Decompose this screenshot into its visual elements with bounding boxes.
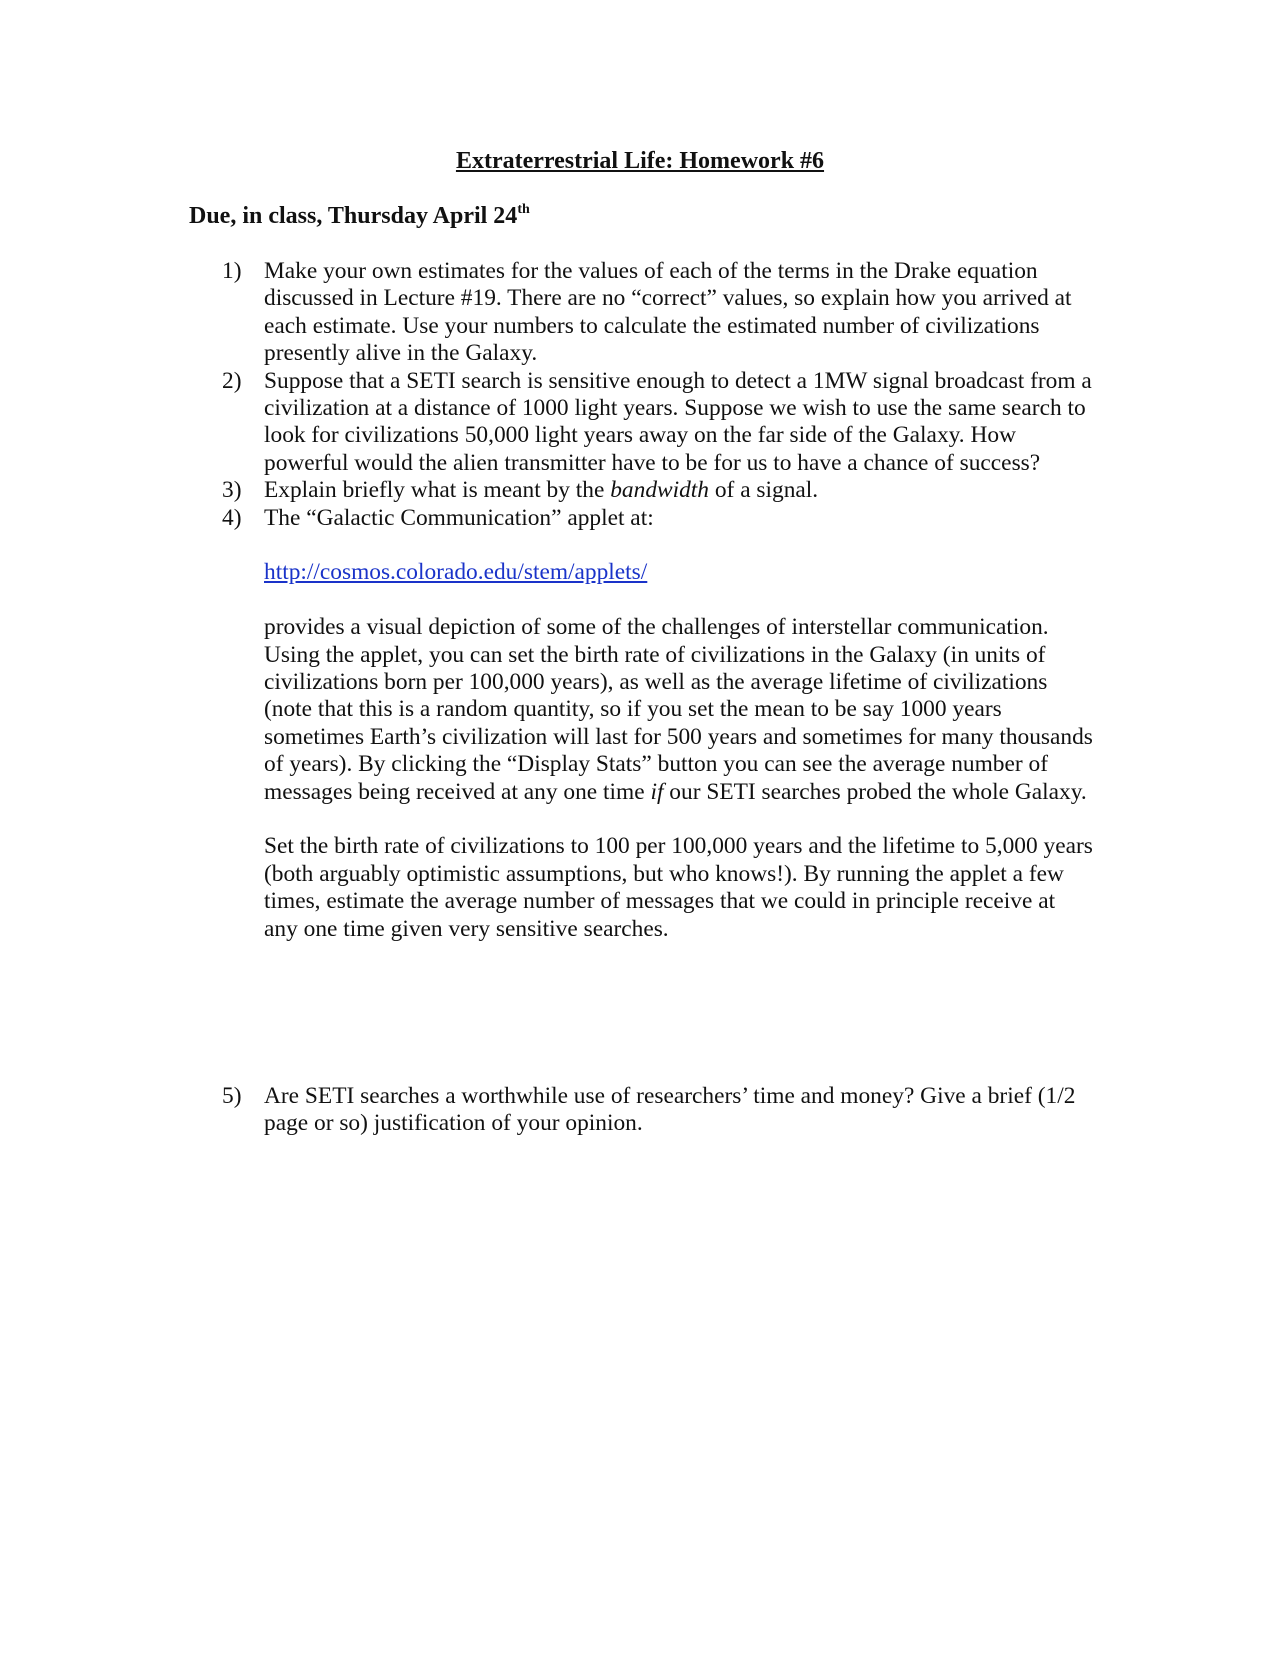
question-number: 2) — [222, 367, 242, 394]
question-paragraph-1: provides a visual depiction of some of the challenges of interstellar communication. Using the applet, you can set the birth rate of civilizations in the Galaxy (in units of civilizations born per 100,000 years), as well as the average lifetime of civilizations (note that this is a random quantity, so if you set the mean to be say 1000 years sometimes Earth’s civilization will last for 500 years and sometimes for many thousands of years). By clicking the “Display Stats” button you can see the average number of messages being received at any one time if our SETI searches probed the whole Galaxy. — [264, 614, 1093, 805]
question-list-continued — [222, 1083, 1102, 1138]
question-1 — [222, 258, 1102, 368]
due-text: Due, in class, Thursday April 24 — [189, 203, 518, 229]
question-5 — [222, 1083, 1102, 1138]
question-text: Are SETI searches a worthwhile use of researchers’ time and money? Give a brief (1/2 page or so) justification of your opinion. — [264, 1083, 1076, 1137]
due-suffix: th — [517, 202, 530, 217]
emphasis-bandwidth: bandwidth — [610, 477, 710, 504]
question-number: 3) — [222, 477, 242, 504]
question-number: 5) — [222, 1083, 242, 1109]
applet-link[interactable]: http://cosmos.colorado.edu/stem/applets/ — [264, 559, 648, 586]
due-date-line — [189, 201, 530, 231]
emphasis-if: if — [650, 778, 664, 805]
document-title — [0, 146, 1280, 176]
question-4 — [222, 505, 1102, 943]
question-number: 1) — [222, 258, 242, 284]
question-list — [222, 258, 1102, 943]
question-3 — [222, 477, 1102, 504]
question-intro: The “Galactic Communication” applet at: — [264, 504, 654, 531]
question-text: Make your own estimates for the values of each of the terms in the Drake equation discussed in Lecture #19. There are no “correct” values, so explain how you arrived at each estimate. Use your numbers to calculate the estimated number of civilizations presently alive in the Galaxy. — [264, 258, 1072, 367]
question-text: Suppose that a SETI search is sensitive enough to detect a 1MW signal broadcast from a civilization at a distance of 1000 light years. Suppose we wish to use the same search to look for civilizations 50,000 light years away on the far side of the Galaxy. How powerful would the alien transmitter have to be for us to have a chance of success? — [264, 367, 1092, 476]
question-2 — [222, 368, 1102, 478]
question-text: Explain briefly what is meant by the bandwidth of a signal. — [264, 477, 819, 504]
question-number: 4) — [222, 504, 242, 531]
question-paragraph-2: Set the birth rate of civilizations to 100 per 100,000 years and the lifetime to 5,000 years (both arguably optimistic assumptions, but who knows!). By running the applet a few times, estimate the average number of messages that we could in principle receive at any one time given very sensitive searches. — [264, 833, 1093, 942]
title-text: Extraterrestrial Life: Homework #6 — [455, 148, 825, 174]
